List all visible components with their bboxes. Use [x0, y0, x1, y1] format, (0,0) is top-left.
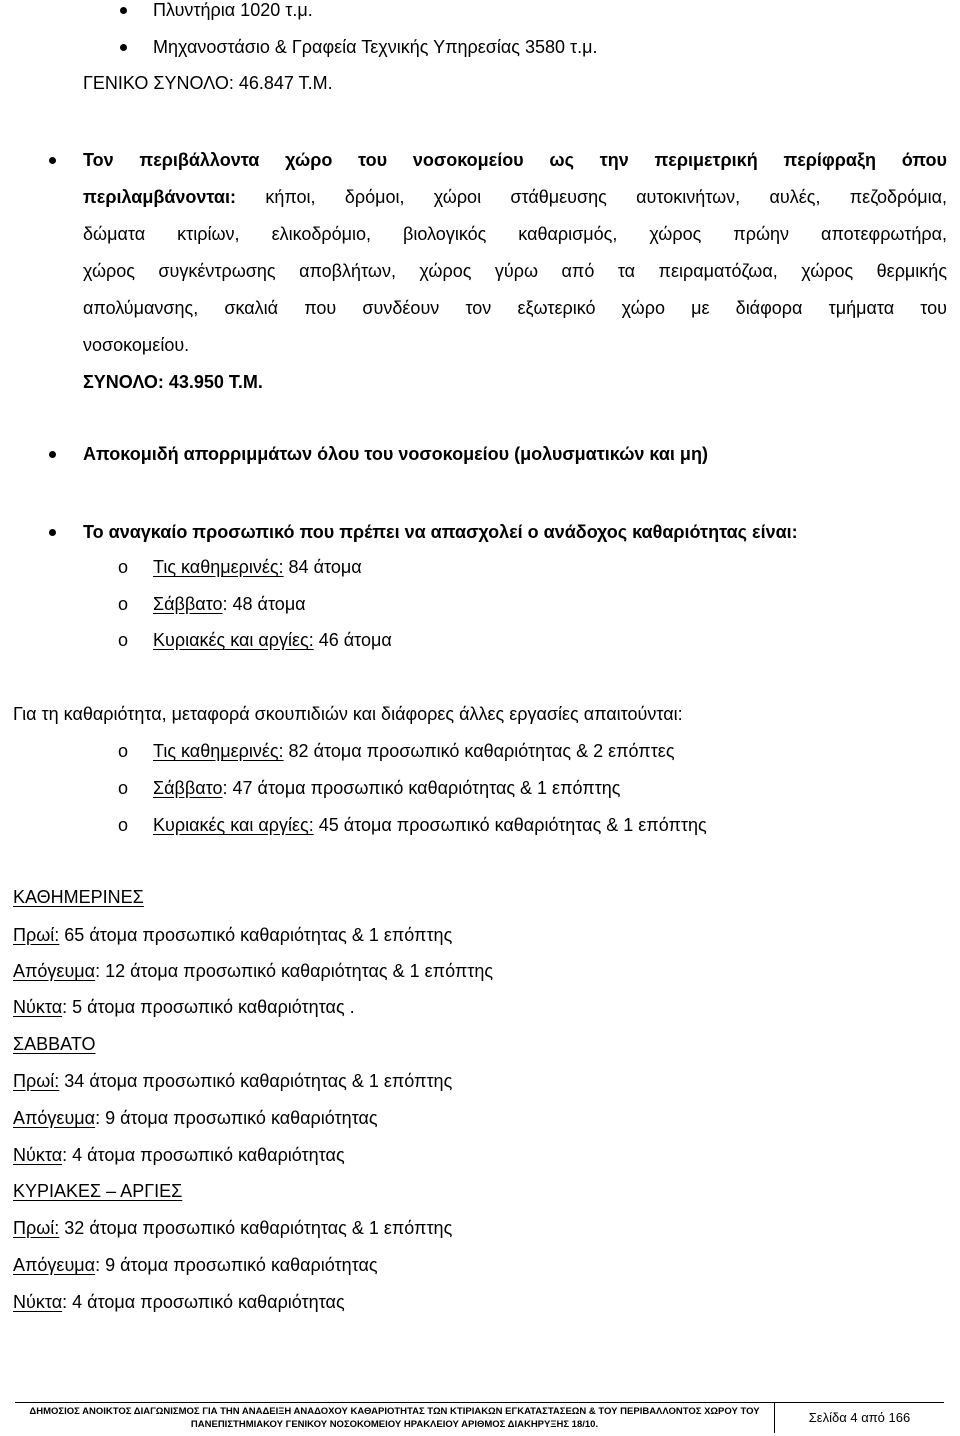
circle-bullet-icon: o: [118, 815, 129, 835]
shift-label: Πρωί:: [13, 925, 60, 945]
cleaning-item-value: : 47 άτομα προσωπικό καθαριότητας & 1 επόπτης: [222, 778, 621, 798]
staff-item-label: Τις καθημερινές:: [153, 557, 284, 577]
surroundings-line-5: απολύμανσης, σκαλιά που συνδέουν τον εξωτερικό χώρο με διάφορα τμήματα του: [83, 298, 947, 318]
weekdays-row: [13, 925, 452, 945]
cleaning-item-value: 82 άτομα προσωπικό καθαριότητας & 2 επόπτες: [283, 741, 675, 761]
saturday-row: [13, 1108, 378, 1128]
bullet-icon: [49, 529, 56, 536]
staff-item-label: Κυριακές και αργίες:: [153, 630, 314, 650]
circle-bullet-icon: o: [118, 778, 129, 798]
saturday-row: [13, 1145, 345, 1165]
shift-value: 34 άτομα προσωπικό καθαριότητας & 1 επόπτης: [59, 1071, 453, 1091]
bullet-icon: [49, 451, 56, 458]
shift-value: : 9 άτομα προσωπικό καθαριότητας: [95, 1108, 378, 1128]
staff-item-value: : 48 άτομα: [222, 594, 306, 614]
shift-label: Πρωί:: [13, 1218, 60, 1238]
shift-value: : 4 άτομα προσωπικό καθαριότητας: [62, 1145, 345, 1165]
circle-bullet-icon: o: [118, 630, 129, 650]
bullet-icon: [120, 44, 127, 51]
shift-label: Νύκτα: [13, 1145, 63, 1165]
surroundings-line-1: Τον περιβάλλοντα χώρο του νοσοκομείου ως την περιμετρική περίφραξη όπου: [83, 150, 947, 170]
circle-bullet-icon: o: [118, 557, 129, 577]
cleaning-item-value: 45 άτομα προσωπικό καθαριότητας & 1 επόπτης: [313, 815, 707, 835]
shift-label: Πρωί:: [13, 1071, 60, 1091]
staff-item: [153, 630, 392, 650]
circle-bullet-icon: o: [118, 741, 129, 761]
cleaning-item: [153, 778, 620, 798]
staff-item-label: Σάββατο: [153, 594, 223, 614]
bullet-icon: [49, 157, 56, 164]
shift-value: : 9 άτομα προσωπικό καθαριότητας: [95, 1255, 378, 1275]
shift-value: 65 άτομα προσωπικό καθαριότητας & 1 επόπτης: [59, 925, 453, 945]
surroundings-line-2-rest: κήποι, δρόμοι, χώροι στάθμευσης αυτοκινήτων, αυλές, πεζοδρόμια,: [236, 187, 947, 207]
weekdays-title: ΚΑΘΗΜΕΡΙΝΕΣ: [13, 887, 144, 907]
surroundings-line-6: νοσοκομείου.: [83, 335, 190, 355]
surroundings-line-4: χώρος συγκέντρωσης αποβλήτων, χώρος γύρω από τα πειραματόζωα, χώρος θερμικής: [83, 261, 947, 281]
shift-label: Νύκτα: [13, 997, 63, 1017]
weekdays-row: [13, 997, 355, 1017]
surroundings-line-2: [83, 187, 947, 207]
bullet-icon: [120, 7, 127, 14]
surroundings-total: ΣΥΝΟΛΟ: 43.950 Τ.Μ.: [83, 372, 263, 392]
cleaning-item-label: Κυριακές και αργίες:: [153, 815, 314, 835]
cleaning-item-label: Σάββατο: [153, 778, 223, 798]
sunday-row: [13, 1292, 345, 1312]
staff-item: [153, 557, 362, 577]
staff-item-value: 84 άτομα: [283, 557, 362, 577]
shift-value: : 5 άτομα προσωπικό καθαριότητας .: [62, 997, 355, 1017]
saturday-row: [13, 1071, 452, 1091]
saturday-title: ΣΑΒΒΑΤΟ: [13, 1034, 96, 1054]
cleaning-item: [153, 741, 675, 761]
surroundings-paragraph: [83, 150, 947, 392]
shift-label: Νύκτα: [13, 1292, 63, 1312]
sunday-title: ΚΥΡΙΑΚΕΣ – ΑΡΓΙΕΣ: [13, 1181, 183, 1201]
shift-value: 32 άτομα προσωπικό καθαριότητας & 1 επόπτης: [59, 1218, 453, 1238]
weekdays-row: [13, 961, 493, 981]
shift-label: Απόγευμα: [13, 961, 96, 981]
staff-heading: Το αναγκαίο προσωπικό που πρέπει να απασχολεί ο ανάδοχος καθαριότητας είναι:: [83, 522, 798, 542]
footer-title: [15, 1403, 775, 1433]
waste-removal: Αποκομιδή απορριμμάτων όλου του νοσοκομείου (μολυσματικών και μη): [83, 444, 708, 464]
list-item: Πλυντήρια 1020 τ.μ.: [153, 0, 313, 20]
shift-label: Απόγευμα: [13, 1255, 96, 1275]
sunday-row: [13, 1255, 378, 1275]
surroundings-line-3: δώματα κτιρίων, ελικοδρόμιο, βιολογικός καθαρισμός, χώρος πρώην αποτεφρωτήρα,: [83, 224, 947, 244]
surroundings-line-2-bold: περιλαμβάνονται:: [83, 187, 236, 207]
circle-bullet-icon: o: [118, 594, 129, 614]
sunday-row: [13, 1218, 452, 1238]
shift-label: Απόγευμα: [13, 1108, 96, 1128]
cleaning-heading: Για τη καθαριότητα, μεταφορά σκουπιδιών και διάφορες άλλες εργασίες απαιτούνται:: [13, 704, 683, 724]
list-item: Μηχανοστάσιο & Γραφεία Τεχνικής Υπηρεσίας 3580 τ.μ.: [153, 37, 598, 57]
footer-line-2: ΠΑΝΕΠΙΣΤΗΜΙΑΚΟΥ ΓΕΝΙΚΟΥ ΝΟΣΟΚΟΜΕΙΟΥ ΗΡΑΚΛΕΙΟΥ ΑΡΙΘΜΟΣ ΔΙΑΚΗΡΥΞΗΣ 18/10.: [190, 1419, 599, 1430]
cleaning-item-label: Τις καθημερινές:: [153, 741, 284, 761]
page-footer: [15, 1402, 944, 1433]
footer-line-1: ΔΗΜΟΣΙΟΣ ΑΝΟΙΚΤΟΣ ΔΙΑΓΩΝΙΣΜΟΣ ΓΙΑ ΤΗΝ ΑΝΑΔΕΙΞΗ ΑΝΑΔΟΧΟΥ ΚΑΘΑΡΙΟΤΗΤΑΣ ΤΩΝ ΚΤΙΡΙΑΚΩΝ ΕΓΚΑΤΑΣΤΑΣΕΩΝ & ΤΟΥ ΠΕΡΙΒΑΛΛΟΝΤΟΣ ΧΩΡΟΥ ΤΟΥ: [29, 1406, 760, 1417]
general-total: ΓΕΝΙΚΟ ΣΥΝΟΛΟ: 46.847 Τ.Μ.: [83, 73, 333, 93]
page-number: Σελίδα 4 από 166: [808, 1410, 911, 1425]
cleaning-item: [153, 815, 707, 835]
shift-value: : 4 άτομα προσωπικό καθαριότητας: [62, 1292, 345, 1312]
staff-item-value: 46 άτομα: [313, 630, 392, 650]
staff-item: [153, 594, 306, 614]
shift-value: : 12 άτομα προσωπικό καθαριότητας & 1 επόπτης: [95, 961, 494, 981]
